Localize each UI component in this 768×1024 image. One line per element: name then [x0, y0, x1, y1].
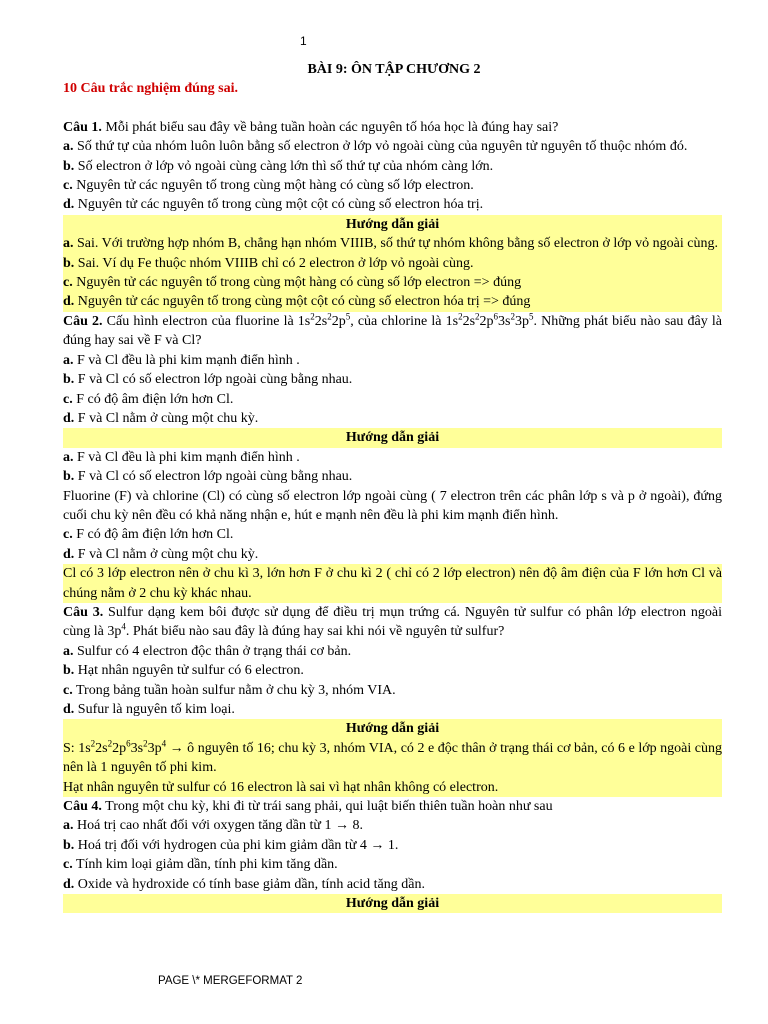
q3-option-b: b. Hạt nhân nguyên tử sulfur có 6 electron.: [63, 663, 304, 679]
section-subtitle: 10 Câu trắc nghiệm đúng sai.: [63, 81, 239, 97]
q2-option-b: b. F và Cl có số electron lớp ngoài cùng bằng nhau.: [63, 372, 353, 388]
q4-option-d: d. Oxide và hydroxide có tính base giảm dần, tính acid tăng dần.: [63, 876, 425, 892]
q2-answer-b: b. F và Cl có số electron lớp ngoài cùng bằng nhau.: [63, 469, 353, 485]
q2-guide-heading: Hướng dẫn giải: [63, 428, 722, 447]
q1-option-a: a. Số thứ tự của nhóm luôn luôn bằng số electron ở lớp vỏ ngoài cùng của nguyên tử nguyên tố thuộc nhóm đó.: [63, 139, 688, 155]
document-body: [63, 60, 722, 913]
arrow-right-icon: →: [370, 837, 385, 853]
q3-stem: Câu 3. Sulfur dạng kem bôi được sử dụng để điều trị mụn trứng cá. Nguyên tử sulfur có phân lớp electron ngoài cùng là $3p^4$. Phát biểu nào sau đây là đúng hay sai khi nói về nguyên tử sulfur?: [63, 604, 722, 640]
q1-answer-b: b. Sai. Ví dụ Fe thuộc nhóm VIIIB chỉ có 2 electron ở lớp vỏ ngoài cùng.: [63, 254, 722, 273]
arrow-right-icon: →: [335, 818, 349, 834]
q3-option-a: a. Sulfur có 4 electron độc thân ở trạng thái cơ bản.: [63, 643, 352, 659]
q1-answer-d: d. Nguyên tử các nguyên tố trong cùng một cột có cùng số electron hóa trị => đúng: [63, 292, 722, 311]
page-title: BÀI 9: ÔN TẬP CHƯƠNG 2: [307, 62, 481, 77]
q4-option-a: a. Hoá trị cao nhất đối với oxygen tăng dần từ 1 → 8.: [63, 818, 363, 834]
q1-stem: Câu 1. Mỗi phát biểu sau đây về bảng tuần hoàn các nguyên tố hóa học là đúng hay sai?: [63, 119, 559, 135]
q2-answer-a: a. F và Cl đều là phi kim mạnh điển hình .: [63, 449, 300, 465]
q2-explanation-d: Cl có 3 lớp electron nên ở chu kì 3, lớn hơn F ở chu kì 2 ( chỉ có 2 lớp electron) nên độ âm điện của F lớn hơn Cl và chúng nằm ở 2 chu kỳ khác nhau.: [63, 564, 722, 603]
q2-stem: Câu 2. Cấu hình electron của fluorine là $1s^22s^22p^5$, của chlorine là $1s^22s^22p^63s^23p^5$. Những phát biểu nào sau đây là đúng hay sai về F và Cl?: [63, 311, 722, 349]
q4-option-c: c. Tính kim loại giảm dần, tính phi kim tăng dần.: [63, 857, 338, 873]
page-footer: PAGE \* MERGEFORMAT 2: [158, 975, 303, 987]
q3-option-c: c. Trong bảng tuần hoàn sulfur nằm ở chu kỳ 3, nhóm VIA.: [63, 682, 396, 698]
q4-guide-heading: Hướng dẫn giải: [63, 894, 722, 913]
q1-option-b: b. Số electron ở lớp vỏ ngoài cùng càng lớn thì số thứ tự của nhóm càng lớn.: [63, 158, 494, 174]
q1-option-c: c. Nguyên tử các nguyên tố trong cùng một hàng có cùng số lớp electron.: [63, 178, 474, 194]
q2-option-a: a. F và Cl đều là phi kim mạnh điển hình .: [63, 352, 300, 368]
q2-explanation: Fluorine (F) và chlorine (Cl) có cùng số electron lớp ngoài cùng ( 7 electron trên các phân lớp s và p ở ngoài), đứng cuối chu kỳ nên đều có khả năng nhận e, hút e mạnh nên đều là phi kim mạnh điển hình.: [63, 488, 722, 523]
q3-answer: S: $1s^22s^22p^63s^23p^4$ → ô nguyên tố 16; chu kỳ 3, nhóm VIA, có 2 e độc thân ở trạng thái cơ bản, có 6 e lớp ngoài cùng nên là 1 nguyên tố phi kim.: [63, 739, 722, 778]
header-page-number: 1: [300, 34, 307, 48]
q4-stem: Câu 4. Trong một chu kỳ, khi đi từ trái sang phải, qui luật biến thiên tuần hoàn như sau: [63, 799, 553, 815]
q3-answer-note: Hạt nhân nguyên tử sulfur có 16 electron là sai vì hạt nhân không có electron.: [63, 778, 722, 797]
q1-answer-a: a. Sai. Với trường hợp nhóm B, chẳng hạn nhóm VIIIB, số thứ tự nhóm không bằng số electron ở lớp vỏ ngoài cùng.: [63, 234, 722, 253]
q1-guide-heading: Hướng dẫn giải: [63, 215, 722, 234]
q1-option-d: d. Nguyên tử các nguyên tố trong cùng một cột có cùng số electron hóa trị.: [63, 197, 484, 213]
q1-answer-c: c. Nguyên tử các nguyên tố trong cùng một hàng có cùng số lớp electron => đúng: [63, 273, 722, 292]
q3-guide-heading: Hướng dẫn giải: [63, 719, 722, 738]
q2-option-c: c. F có độ âm điện lớn hơn Cl.: [63, 391, 234, 407]
q3-option-d: d. Sufur là nguyên tố kim loại.: [63, 702, 235, 717]
q2-answer-c: c. F có độ âm điện lớn hơn Cl.: [63, 527, 234, 543]
arrow-right-icon: →: [169, 740, 184, 756]
q2-answer-d: d. F và Cl nằm ở cùng một chu kỳ.: [63, 546, 259, 562]
q2-option-d: d. F và Cl nằm ở cùng một chu kỳ.: [63, 410, 259, 426]
q4-option-b: b. Hoá trị đối với hydrogen của phi kim giảm dần từ 4 → 1.: [63, 837, 399, 853]
